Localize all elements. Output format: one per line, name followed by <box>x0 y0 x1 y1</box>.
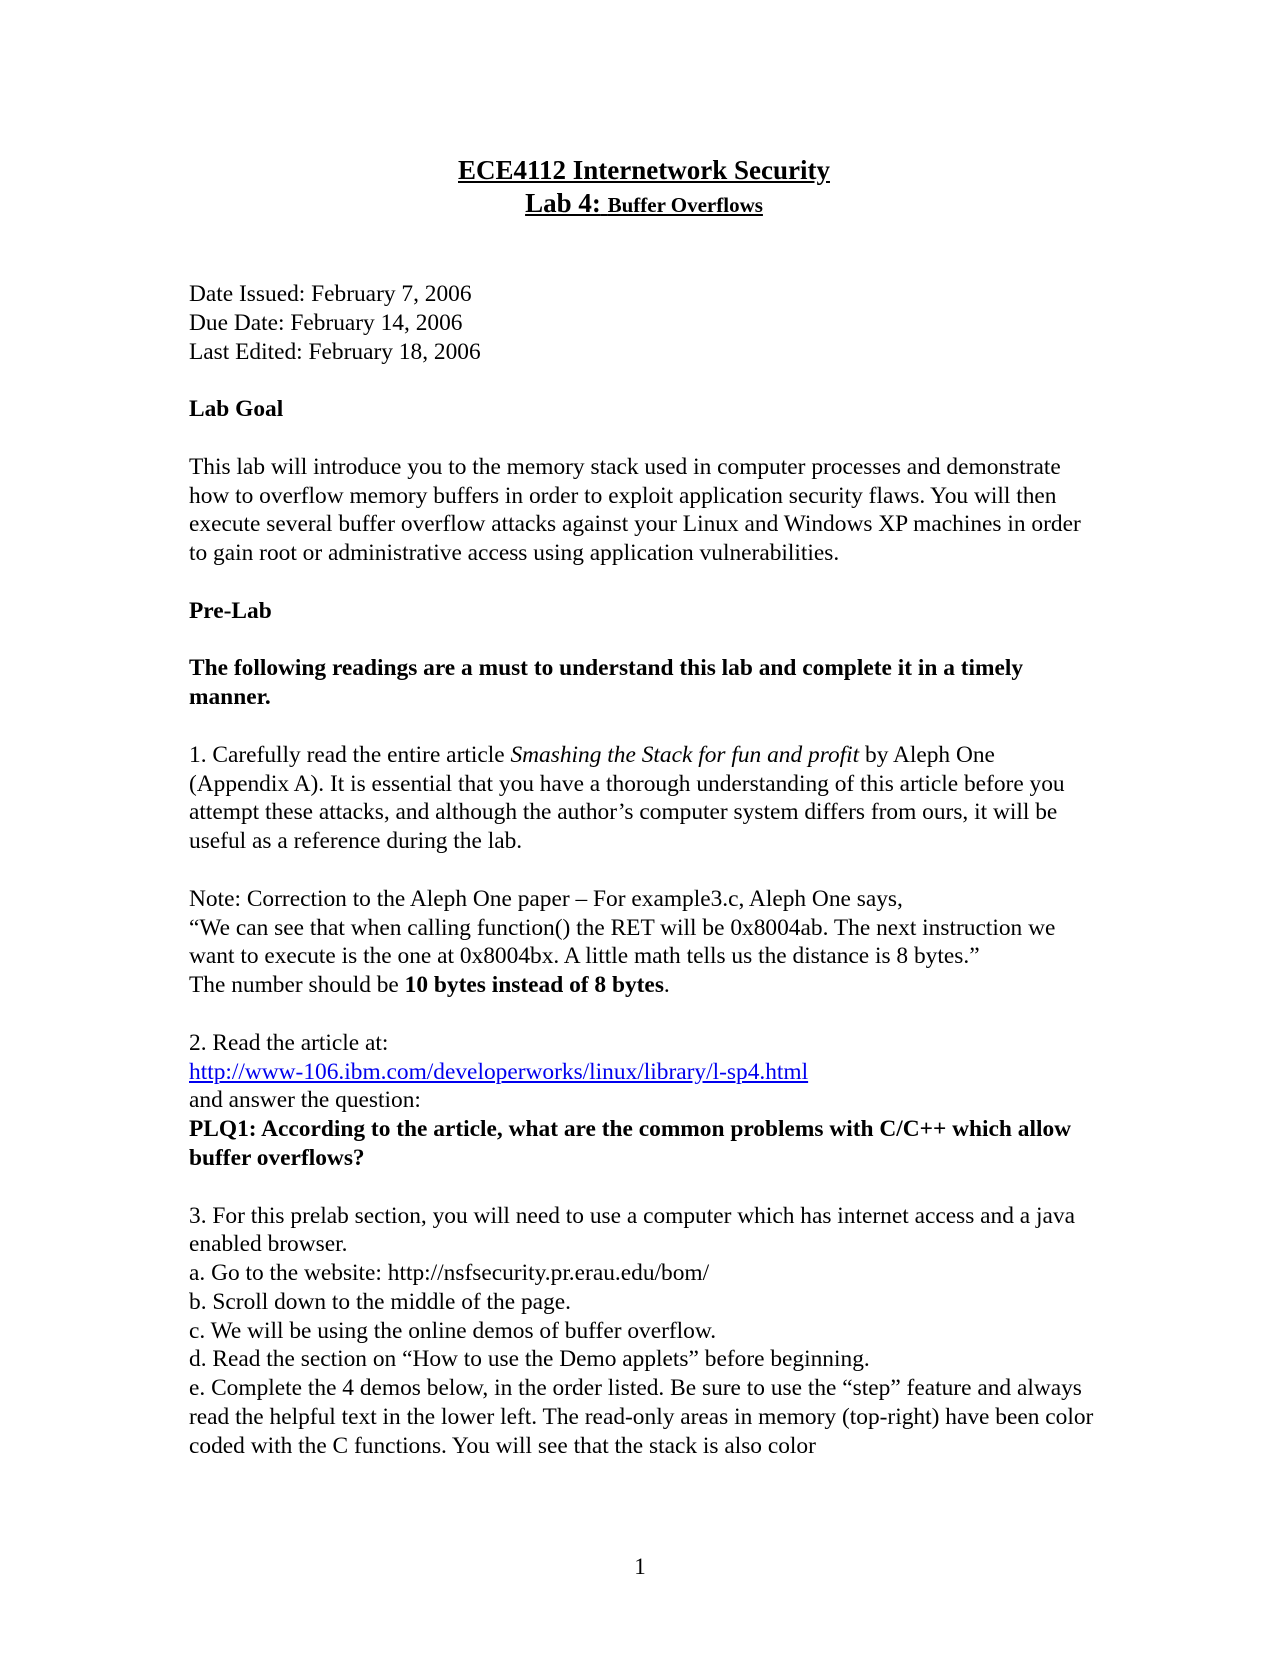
must-read-notice: The following readings are a must to understand this lab and complete it in a timely manner. <box>189 655 1024 711</box>
step-a: a. Go to the website: http://nsfsecurity.pr.erau.edu/bom/ <box>189 1260 710 1287</box>
correction-note: Note: Correction to the Aleph One paper – For example3.c, Aleph One says, <box>189 885 903 912</box>
last-edited: Last Edited: February 18, 2006 <box>189 338 481 365</box>
prelab-item-1: 1. Carefully read the entire article Smashing the Stack for fun and profit by Aleph One (Appendix A). It is essential that you have a thorough understanding of this article before you attempt these attacks, and although the author’s computer system differs from ours, it will be useful as a reference during the lab. <box>189 741 1065 855</box>
lab-goal-text: This lab will introduce you to the memory stack used in computer processes and demonstrate how to overflow memory buffers in order to exploit application security flaws. You will then execute several buffer overflow attacks against your Linux and Windows XP machines in order to gain root or administrative access using application vulnerabilities. <box>189 453 1081 567</box>
lab-number: Lab 4: <box>525 188 601 218</box>
document-body <box>189 280 1099 1461</box>
answer-instruction: and answer the question: <box>189 1087 421 1114</box>
lab-goal-heading: Lab Goal <box>189 396 284 423</box>
lab-subtitle <box>189 187 1099 221</box>
correction-fix: The number should be 10 bytes instead of 8 bytes. <box>189 972 670 999</box>
article-link[interactable]: http://www-106.ibm.com/developerworks/linux/library/l-sp4.html <box>189 1058 809 1085</box>
lab-topic: Buffer Overflows <box>607 193 763 217</box>
plq1-question: PLQ1: According to the article, what are the common problems with C/C++ which allow buffer overflows? <box>189 1116 1072 1171</box>
date-issued: Date Issued: February 7, 2006 <box>189 281 472 307</box>
prelab-item-2: 2. Read the article at: <box>189 1029 389 1056</box>
document-title: ECE4112 Internetwork Security <box>458 155 830 185</box>
prelab-heading: Pre-Lab <box>189 597 272 624</box>
step-c: c. We will be using the online demos of buffer overflow. <box>189 1317 717 1344</box>
article-title: Smashing the Stack for fun and profit <box>510 741 860 768</box>
prelab-item-3: 3. For this prelab section, you will need to use a computer which has internet access and a java enabled browser. <box>189 1202 1075 1258</box>
page-number: 1 <box>634 1554 646 1579</box>
step-b: b. Scroll down to the middle of the page. <box>189 1288 571 1315</box>
correction-quote: “We can see that when calling function() the RET will be 0x8004ab. The next instruction we want to execute is the one at 0x8004bx. A little math tells us the distance is 8 bytes.” <box>189 914 1056 970</box>
step-d: d. Read the section on “How to use the Demo applets” before beginning. <box>189 1346 870 1373</box>
due-date: Due Date: February 14, 2006 <box>189 309 463 336</box>
step-e: e. Complete the 4 demos below, in the order listed. Be sure to use the “step” feature and always read the helpful text in the lower left. The read-only areas in memory (top-right) have been color coded with the C functions. You will see that the stack is also color <box>189 1375 1094 1459</box>
